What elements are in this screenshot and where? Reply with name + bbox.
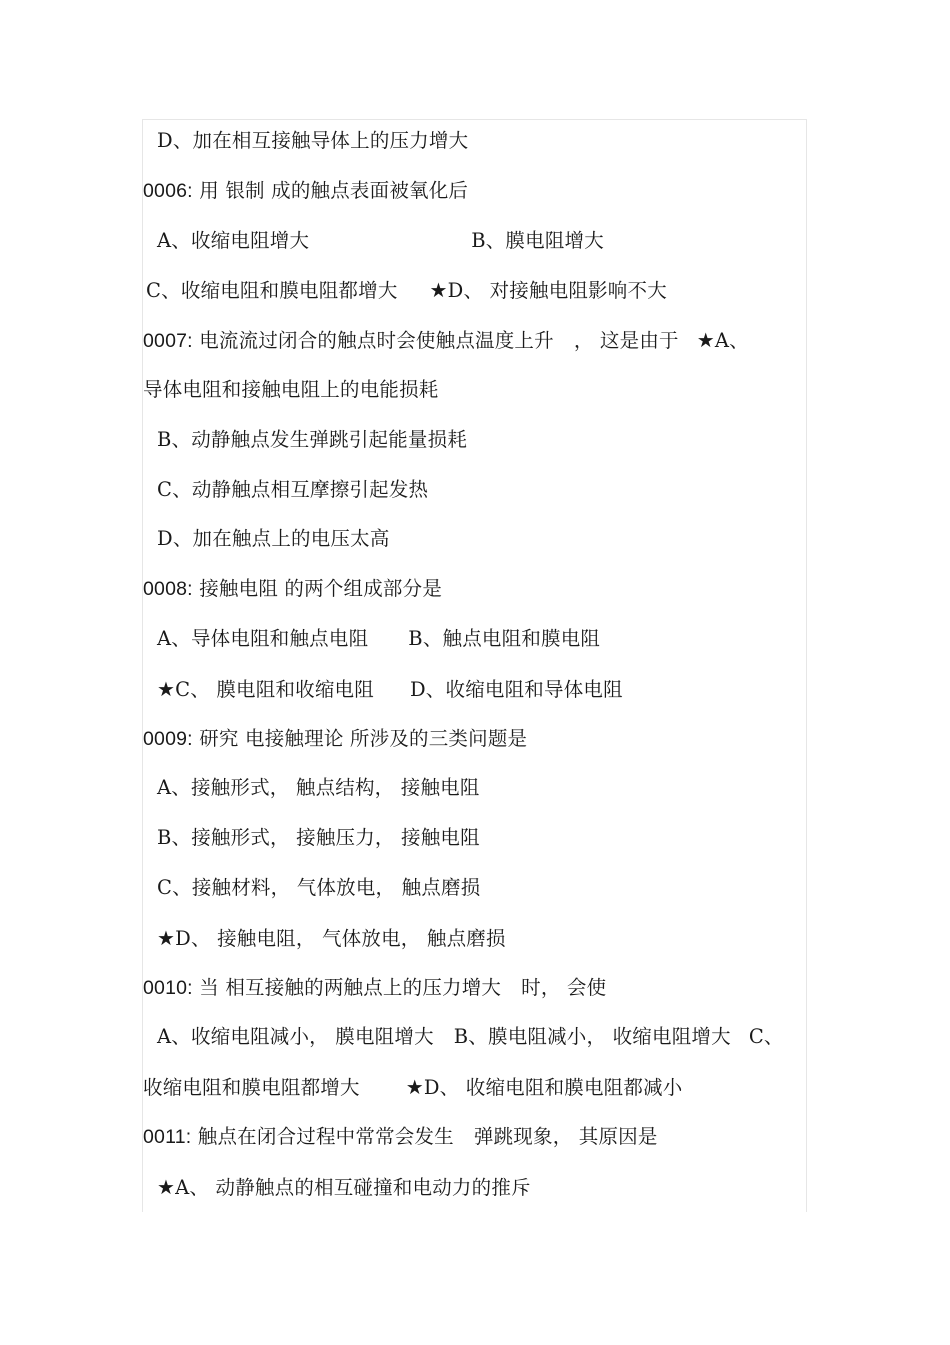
option-text: C、 膜电阻和收缩电阻 <box>175 677 374 701</box>
option-text: A、 <box>714 329 749 353</box>
option-text: A、 动静触点的相互碰撞和电动力的推斥 <box>175 1175 531 1199</box>
option-text: B、膜电阻减小， 收缩电阻增大 <box>453 1025 731 1049</box>
option-text: A、接触形式， 触点结构， 接触电阻 <box>157 776 480 800</box>
question-text: 弹跳现象 <box>473 1124 553 1148</box>
option-line <box>143 821 811 871</box>
option-line <box>143 473 811 523</box>
option-text: A、导体电阻和触点电阻 <box>157 626 369 650</box>
question-number: 0008: <box>143 578 193 601</box>
option-text: D、 收缩电阻和膜电阻都减小 <box>423 1076 683 1100</box>
question-0007 <box>143 323 811 373</box>
question-0010 <box>143 971 811 1021</box>
star-icon: ★ <box>157 676 176 701</box>
question-text: 当 相互接触的两触点上的压力增大 <box>199 975 502 999</box>
option-text: D、加在相互接触导体上的压力增大 <box>157 129 469 152</box>
question-0011 <box>143 1120 811 1170</box>
question-text: ， 这是由于 <box>573 329 679 353</box>
question-number: 0011: <box>143 1125 192 1148</box>
option-text: B、膜电阻增大 <box>471 228 604 252</box>
option-line <box>143 1020 811 1070</box>
option-text: C、动静触点相互摩擦引起发热 <box>157 477 429 501</box>
option-text: A、收缩电阻减小， 膜电阻增大 <box>157 1025 434 1049</box>
question-text: 接触电阻 的两个组成部分是 <box>199 577 443 601</box>
option-line <box>143 871 811 921</box>
star-icon: ★ <box>157 1174 176 1199</box>
star-icon: ★ <box>429 278 448 303</box>
question-number: 0009: <box>143 727 193 750</box>
option-line <box>143 522 811 572</box>
option-text: B、动静触点发生弹跳引起能量损耗 <box>157 427 468 451</box>
question-text: 用 银制 成的触点表面被氧化后 <box>199 178 469 202</box>
star-icon: ★ <box>157 925 176 950</box>
document-content <box>143 124 811 1220</box>
option-text: D、 接触电阻， 气体放电， 触点磨损 <box>175 926 506 950</box>
question-text: 研究 电接触理论 所涉及的三类问题是 <box>199 726 528 750</box>
option-text: B、接触形式， 接触压力， 接触电阻 <box>157 826 480 850</box>
option-text: B、触点电阻和膜电阻 <box>408 626 601 650</box>
question-0008 <box>143 572 811 622</box>
option-text: D、加在触点上的电压太高 <box>157 527 390 551</box>
option-text: C、 <box>748 1025 784 1049</box>
option-line <box>143 423 811 473</box>
question-number: 0007: <box>143 330 193 353</box>
option-text: D、 对接触电阻影响不大 <box>447 279 667 303</box>
option-line <box>143 672 811 722</box>
option-text: 导体电阻和接触电阻上的电能损耗 <box>143 377 439 401</box>
option-line <box>143 273 811 323</box>
question-text: 电流流过闭合的触点时会使触点温度上升 <box>199 329 554 353</box>
option-line <box>143 1170 811 1220</box>
option-line <box>143 921 811 971</box>
option-line <box>143 224 811 274</box>
question-0006 <box>143 174 811 224</box>
question-number: 0010: <box>143 976 193 999</box>
option-text: A、收缩电阻增大 <box>157 228 310 252</box>
question-text: ， 其原因是 <box>552 1124 658 1148</box>
option-line <box>143 1070 811 1120</box>
option-text: 收缩电阻和膜电阻都增大 <box>143 1076 360 1100</box>
option-line <box>143 771 811 821</box>
question-number: 0006: <box>143 179 193 202</box>
question-text: 时， 会使 <box>521 975 607 999</box>
option-line <box>143 373 811 423</box>
option-text: D、收缩电阻和导体电阻 <box>409 677 623 701</box>
star-icon: ★ <box>405 1075 424 1100</box>
option-line <box>143 124 811 174</box>
question-text: 触点在闭合过程中常常会发生 <box>197 1124 454 1148</box>
question-0009 <box>143 722 811 772</box>
star-icon: ★ <box>696 328 715 353</box>
option-text: C、接触材料， 气体放电， 触点磨损 <box>157 875 481 899</box>
option-line <box>143 622 811 672</box>
option-text: C、收缩电阻和膜电阻都增大 <box>146 279 398 303</box>
